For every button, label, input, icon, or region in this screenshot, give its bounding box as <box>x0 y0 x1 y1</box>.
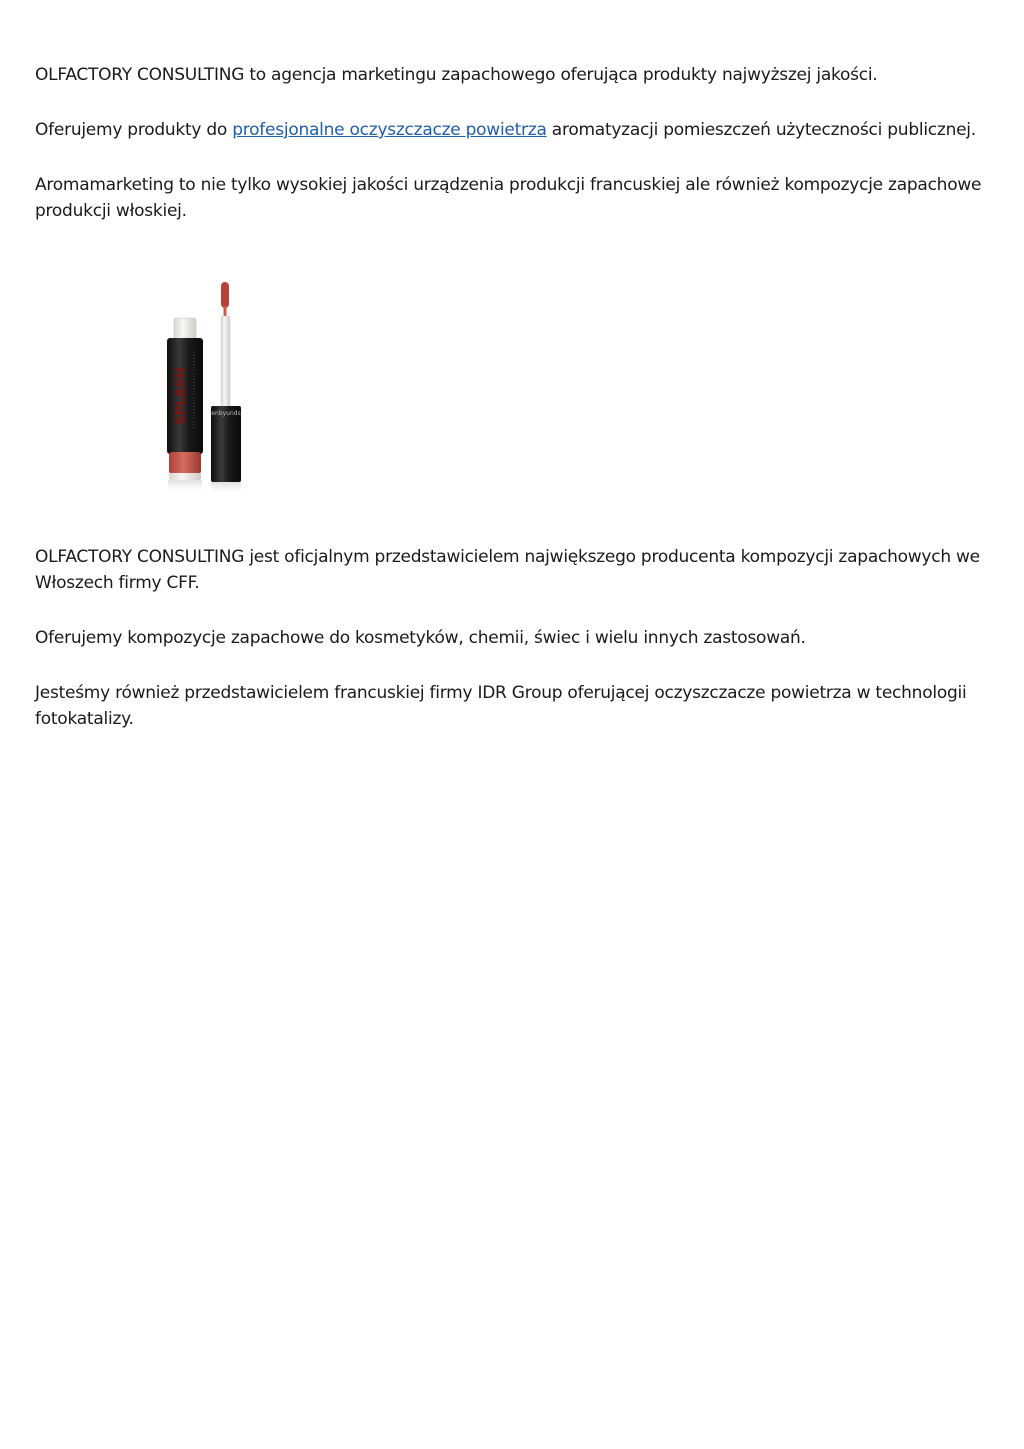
paragraph-products-lead: Oferujemy produkty do <box>35 120 233 140</box>
wand-stem <box>221 316 230 408</box>
paragraph-aromamarketing: Aromamarketing to nie tylko wysokiej jakości urządzenia produkcji francuskiej ale również kompozycje zapachowe produkcji włoskiej. <box>35 175 982 221</box>
wand-cap <box>211 406 241 482</box>
bottle-gloss-base <box>169 452 201 474</box>
lip-gloss-product-image <box>160 280 252 512</box>
bottle-clear-bottom <box>169 473 201 480</box>
paragraph-intro: OLFACTORY CONSULTING to agencja marketingu zapachowego oferująca produkty najwyższej jakości. <box>35 65 878 85</box>
bottle-reflection <box>168 480 202 494</box>
bottle-label-text: SPLASH <box>174 367 189 425</box>
paragraph-cff: OLFACTORY CONSULTING jest oficjalnym przedstawicielem największego producenta kompozycji zapachowych we Włoszech firmy CFF. <box>35 547 980 593</box>
paragraph-products-tail: aromatyzacji pomieszczeń użyteczności publicznej. <box>546 120 976 140</box>
wand-tip <box>221 282 229 308</box>
bottle-neck <box>174 318 196 340</box>
cap-reflection <box>211 482 241 496</box>
wand-stem-top <box>224 306 227 316</box>
air-purifiers-link[interactable]: profesjonalne oczyszczacze powietrza <box>232 120 547 140</box>
cap-brand-text: enbyunds <box>211 410 241 417</box>
paragraph-compositions: Oferujemy kompozycje zapachowe do kosmetyków, chemii, świec i wielu innych zastosowań. <box>35 628 806 648</box>
document-body <box>35 62 995 224</box>
paragraph-idr-group: Jesteśmy również przedstawicielem francuskiej firmy IDR Group oferującej oczyszczacze powietrza w technologii fotokatalizy. <box>35 683 967 729</box>
document-body-lower <box>35 544 995 732</box>
paragraph-products <box>35 117 995 143</box>
